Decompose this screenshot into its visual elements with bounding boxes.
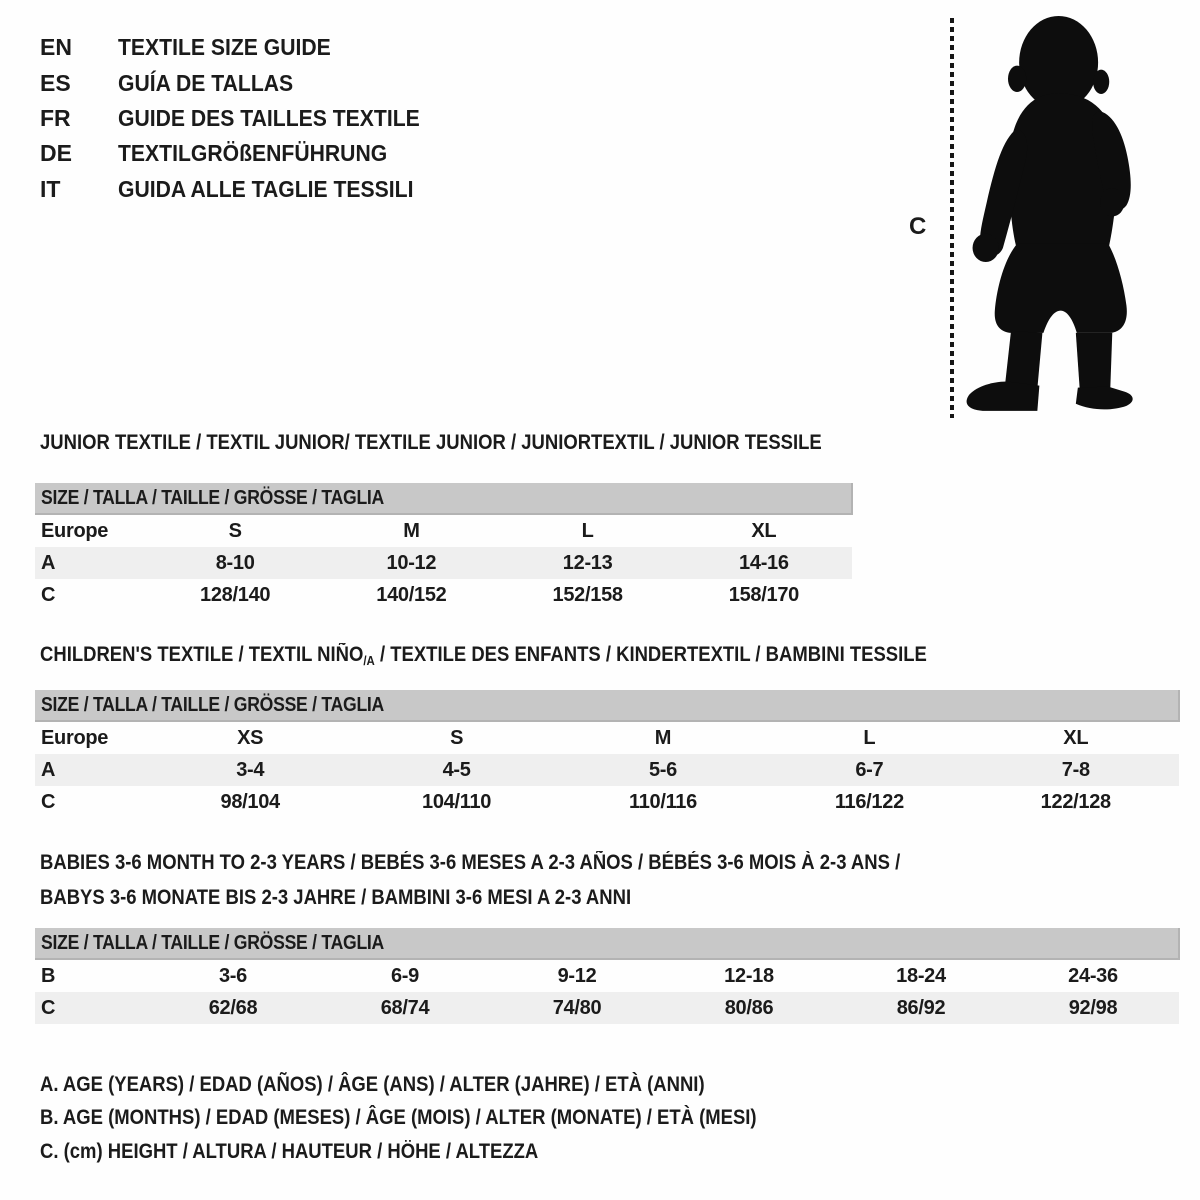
table-cell: M — [403, 519, 420, 542]
table-cell: 3-4 — [147, 754, 353, 786]
table-cell: L — [863, 726, 876, 749]
lang-title: GUIDA ALLE TAGLIE TESSILI — [118, 175, 414, 202]
table-cell: 68/74 — [319, 992, 491, 1024]
nino-a-subscript: /A — [363, 653, 375, 668]
table-header-bar — [35, 690, 1179, 721]
table-cell: 12-13 — [500, 547, 676, 579]
table-cell: 74/80 — [491, 992, 663, 1024]
height-measure-label: C — [909, 213, 927, 240]
children-section-heading: CHILDREN'S TEXTILE / TEXTIL $NIÑO_{/A}$ / TEXTILE DES ENFANTS / KINDERTEXTIL / BAMBINI TESSILE — [40, 643, 927, 668]
table-cell: L — [581, 519, 594, 542]
row-label: Europe — [41, 726, 109, 749]
table-row — [35, 721, 1179, 754]
table-cell: 24-36 — [1068, 964, 1118, 987]
table-cell: 5-6 — [560, 754, 766, 786]
table-cell: 86/92 — [835, 992, 1007, 1024]
table-row — [35, 992, 1179, 1024]
table-row — [35, 514, 852, 547]
measure-legend — [40, 1068, 854, 1169]
language-title-list — [40, 30, 446, 207]
lang-title: TEXTILE SIZE GUIDE — [118, 34, 331, 61]
size-header-label: SIZE / TALLA / TAILLE / GRÖSSE / TAGLIA — [41, 486, 385, 509]
table-cell: XL — [751, 519, 777, 542]
table-row — [35, 754, 1179, 786]
table-row — [35, 786, 1179, 818]
row-label: B — [41, 964, 56, 987]
babies-section-heading: BABIES 3-6 MONTH TO 2-3 YEARS / BEBÉS 3-6 MESES A 2-3 AÑOS / BÉBÉS 3-6 MOIS À 2-3 ANS / BABYS 3-6 MONATE BIS 2-3 JAHRE / BAMBINI 3-6 MESI A 2-3 ANNI — [40, 851, 901, 909]
row-label: C — [35, 992, 147, 1024]
table-cell: 10-12 — [323, 547, 499, 579]
lang-code: FR — [40, 104, 71, 131]
table-cell: 128/140 — [200, 583, 271, 606]
junior-section-heading: JUNIOR TEXTILE / TEXTIL JUNIOR/ TEXTILE JUNIOR / JUNIORTEXTIL / JUNIOR TESSILE — [40, 431, 822, 454]
babies-size-table — [35, 928, 1180, 1024]
legend-line-b: B. AGE (MONTHS) / EDAD (MESES) / ÂGE (MOIS) / ALTER (MONATE) / ETÀ (MESI) — [40, 1106, 757, 1130]
table-cell: 8-10 — [147, 547, 323, 579]
table-cell: XL — [1063, 726, 1089, 749]
table-cell: 7-8 — [973, 754, 1179, 786]
row-label: A — [35, 547, 147, 579]
lang-code: EN — [40, 34, 72, 61]
lang-code: IT — [40, 175, 61, 202]
table-cell: 110/116 — [628, 790, 697, 813]
table-cell: 152/158 — [552, 583, 623, 606]
table-cell: 80/86 — [663, 992, 835, 1024]
table-cell: 98/104 — [220, 790, 280, 813]
table-cell: M — [654, 726, 672, 749]
lang-row-fr — [40, 101, 446, 136]
legend-line-c: C. (cm) HEIGHT / ALTURA / HAUTEUR / HÖHE / ALTEZZA — [40, 1139, 539, 1163]
row-label: Europe — [41, 519, 109, 542]
row-label: C — [41, 583, 56, 606]
table-cell: 12-18 — [724, 964, 774, 987]
lang-code: ES — [40, 69, 71, 96]
table-header-bar — [35, 928, 1179, 959]
height-dashed-line — [950, 18, 954, 418]
table-cell: 6-7 — [766, 754, 972, 786]
table-cell: 104/110 — [422, 790, 492, 813]
table-cell: 140/152 — [376, 583, 447, 606]
size-header-label: SIZE / TALLA / TAILLE / GRÖSSE / TAGLIA — [41, 693, 385, 716]
lang-title: GUÍA DE TALLAS — [118, 69, 294, 96]
table-cell: 158/170 — [728, 583, 799, 606]
table-cell: 18-24 — [896, 964, 946, 987]
table-cell: 14-16 — [676, 547, 852, 579]
junior-size-table — [35, 483, 853, 611]
size-header-label: SIZE / TALLA / TAILLE / GRÖSSE / TAGLIA — [41, 931, 385, 954]
table-cell: S — [228, 519, 242, 542]
lang-row-de — [40, 136, 446, 171]
lang-title: TEXTILGRÖßENFÜHRUNG — [118, 140, 388, 167]
table-cell: 6-9 — [390, 964, 419, 987]
lang-row-en — [40, 30, 446, 65]
children-size-table — [35, 690, 1180, 818]
row-label: A — [35, 754, 147, 786]
table-cell: S — [450, 726, 464, 749]
lang-row-es — [40, 65, 446, 100]
toddler-silhouette-icon — [957, 15, 1142, 420]
table-header-bar — [35, 483, 852, 514]
lang-code: DE — [40, 140, 72, 167]
legend-line-a: A. AGE (YEARS) / EDAD (AÑOS) / ÂGE (ANS) / ALTER (JAHRE) / ETÀ (ANNI) — [40, 1072, 705, 1096]
table-cell: 92/98 — [1007, 992, 1179, 1024]
lang-row-it — [40, 172, 446, 207]
height-measure-figure — [895, 15, 1160, 420]
table-cell: 4-5 — [353, 754, 559, 786]
row-label: C — [41, 790, 56, 813]
table-row — [35, 547, 852, 579]
table-row — [35, 959, 1179, 992]
table-cell: 122/128 — [1040, 790, 1111, 813]
table-cell: XS — [237, 726, 264, 749]
table-cell: 9-12 — [557, 964, 597, 987]
table-cell: 3-6 — [218, 964, 247, 987]
table-cell: 116/122 — [834, 790, 904, 813]
lang-title: GUIDE DES TAILLES TEXTILE — [118, 104, 420, 131]
table-cell: 62/68 — [147, 992, 319, 1024]
table-row — [35, 579, 852, 611]
